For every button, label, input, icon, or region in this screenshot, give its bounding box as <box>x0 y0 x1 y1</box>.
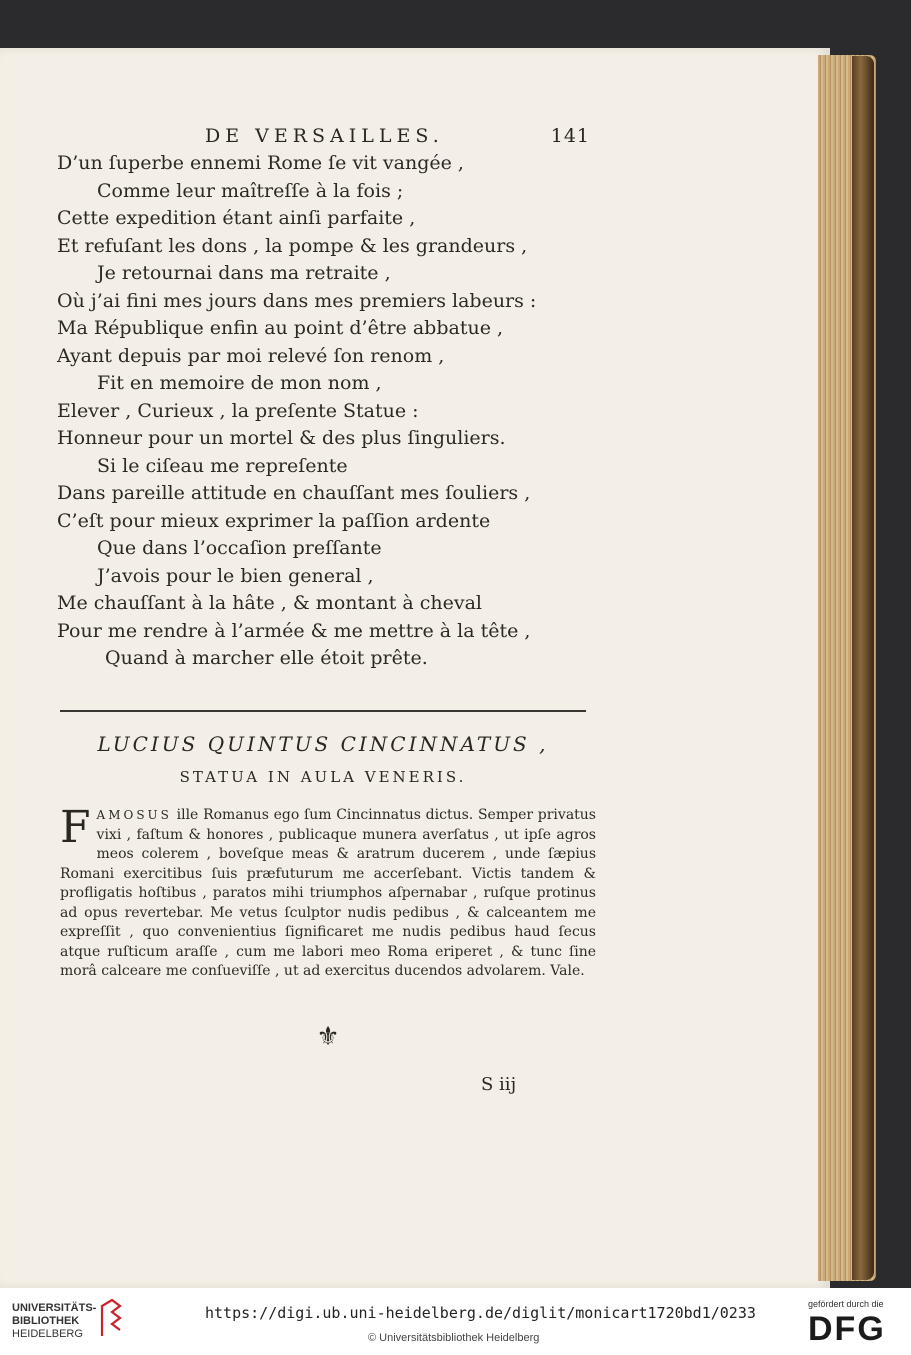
poem-line: Si le ciſeau me repreſente <box>97 454 348 477</box>
poem-line: Que dans l’occaſion preſſante <box>97 537 382 559</box>
section-subtitle: STATUA IN AULA VENERIS. <box>179 768 467 786</box>
latin-text <box>60 802 596 982</box>
poem-line: C’eſt pour mieux exprimer la paſſion ardente <box>57 509 491 532</box>
poem-line: Et refuſant les dons , la pompe & les grandeurs , <box>57 234 528 257</box>
drop-cap: F <box>60 802 91 853</box>
poem-line: Cette expedition étant ainſi parfaite , <box>57 207 416 229</box>
library-logo[interactable] <box>12 1302 96 1341</box>
logo-line: BIBLIOTHEK <box>12 1315 80 1327</box>
ornament-icon: ⚜ <box>316 1022 340 1052</box>
poem-line: Ayant depuis par moi relevé ſon renom , <box>57 344 445 367</box>
poem-line: Fit en memoire de mon nom , <box>97 372 382 394</box>
viewer-footer <box>0 1288 911 1355</box>
section-divider <box>60 710 586 712</box>
poem-line: Je retournai dans ma retraite , <box>97 262 391 284</box>
funded-by-label: gefördert durch die <box>808 1299 884 1309</box>
section-title: LUCIUS QUINTUS CINCINNATUS , <box>97 732 549 756</box>
running-header <box>205 125 590 147</box>
book-spine <box>852 56 874 1280</box>
poem-line: Où j’ai fini mes jours dans mes premiers labeurs : <box>57 289 537 312</box>
poem-line: J’avois pour le bien general , <box>97 564 374 587</box>
copyright-notice: © Universitätsbibliothek Heidelberg <box>368 1332 540 1344</box>
page-number: 141 <box>550 125 590 147</box>
poem-line: Elever , Curieux , la preſente Statue : <box>57 399 419 422</box>
poem-line: Me chauſſant à la hâte , & montant à cheval <box>57 592 483 614</box>
dfg-logo[interactable]: DFG <box>808 1310 886 1348</box>
poem-line: Comme leur maîtreſſe à la fois ; <box>97 179 404 202</box>
poem-line: Dans pareille attitude en chauſſant mes ſouliers , <box>57 482 531 504</box>
poem-line: Honneur pour un mortel & des plus ſinguliers. <box>57 427 506 449</box>
poem-line: Quand à marcher elle étoit prête. <box>105 647 428 669</box>
library-emblem-icon <box>98 1298 124 1338</box>
poem-line: Ma République enfin au point d’être abbatue , <box>57 317 504 339</box>
poem <box>57 150 597 673</box>
running-title: DE VERSAILLES. <box>205 125 444 147</box>
logo-line: HEIDELBERG <box>12 1328 83 1340</box>
signature-mark: S iij <box>481 1074 517 1095</box>
body-text: ille Romanus ego ſum Cincinnatus dictus. Semper privatus vixi , faſtum & honores , publicaque munera averſatus , ut ipſe agros meos colerem , boveſque meas & aratrum ducerem , unde ſæpius Romani exercitibus ſuis præfuturum me accerſebant. Victis tandem & profligatis hoſtibus , paratos mihi triumphos aſpernabar , ruſque protinus ad opus revertebar. Me vetus ſculptor nudis pedibus , & calceantem me expreſſit , quo convenientius ſignificaret me nudis pedibus haud ſecus atque ruſticum araſſe , cum me labori meo Roma eriperet , & tunc ſine morâ calceare me conſueviſſe , ut ad exercitus ducendos advolarem. Vale. <box>60 807 596 979</box>
permalink-url[interactable]: https://digi.ub.uni-heidelberg.de/diglit/monicart1720bd1/0233 <box>205 1304 756 1322</box>
poem-line: D’un ſuperbe ennemi Rome ſe vit vangée , <box>57 152 464 174</box>
logo-line: UNIVERSITÄTS- <box>12 1302 97 1314</box>
poem-line: Pour me rendre à l’armée & me mettre à la tête , <box>57 619 531 642</box>
first-word: AMOSUS <box>96 808 172 822</box>
